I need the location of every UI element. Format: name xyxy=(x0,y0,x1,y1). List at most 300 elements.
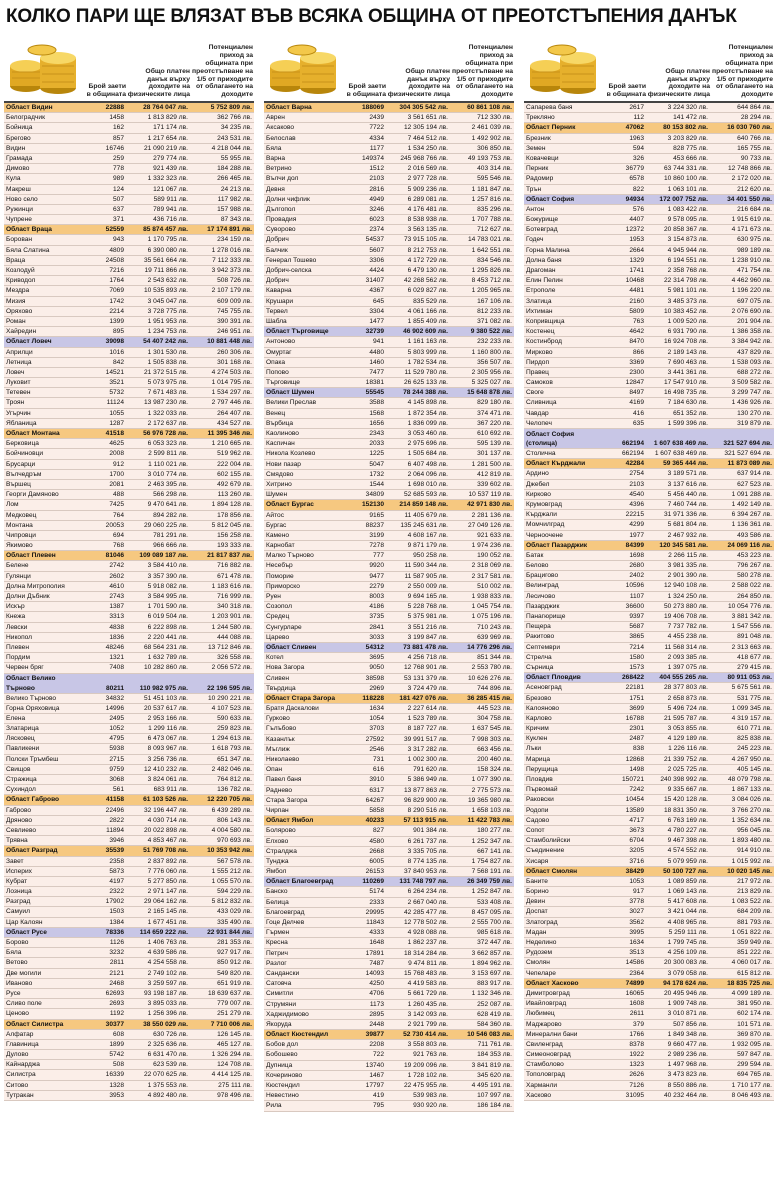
row-name: Малко Търново xyxy=(266,552,314,560)
row-count: 27592 xyxy=(365,735,384,743)
row-tax: 6 390 080 лв. xyxy=(147,246,188,254)
table-row xyxy=(524,215,774,225)
table-row xyxy=(4,1009,254,1019)
table-row xyxy=(524,999,774,1009)
row-tax: 4 853 467 лв. xyxy=(147,837,188,845)
row-count: 18381 xyxy=(365,379,384,387)
row-income: 1 867 133 лв. xyxy=(731,786,772,794)
row-count: 4481 xyxy=(629,287,644,295)
row-count: 4197 xyxy=(109,877,124,885)
row-income: 4 267 950 лв. xyxy=(731,755,772,763)
row-count: 17797 xyxy=(365,1082,384,1089)
row-count: 7477 xyxy=(369,368,384,376)
row-count: 4169 xyxy=(629,399,644,407)
row-name: Елхово xyxy=(266,837,289,845)
row-name: Самуил xyxy=(6,908,30,916)
row-tax: 38 550 029 лв. xyxy=(143,1020,188,1028)
row-count: 2742 xyxy=(109,562,124,570)
row-count: 917 xyxy=(632,888,644,896)
row-tax: 110 982 975 лв. xyxy=(139,684,188,692)
row-count: 1573 xyxy=(629,663,644,671)
row-name: Варна xyxy=(266,154,286,162)
row-tax: 13 987 230 лв. xyxy=(143,399,188,407)
row-tax: 40 232 464 лв. xyxy=(663,1091,708,1099)
row-count: 9759 xyxy=(109,765,124,773)
row-income: 321 527 694 лв. xyxy=(724,450,772,457)
row-name: Русе xyxy=(6,989,21,997)
row-income: 1 436 926 лв. xyxy=(731,399,772,407)
row-income: 2 775 573 лв. xyxy=(471,786,512,794)
row-name: Троян xyxy=(6,399,25,407)
row-count: 38598 xyxy=(365,674,384,682)
row-count: 7126 xyxy=(629,1081,644,1089)
table-row xyxy=(4,276,254,286)
row-name: Нови пазар xyxy=(266,460,301,468)
row-name: Искър xyxy=(6,603,25,611)
row-count: 13740 xyxy=(365,1061,384,1069)
row-count: 1225 xyxy=(369,450,384,458)
row-income: 306 850 лв. xyxy=(477,144,512,152)
row-count: 41518 xyxy=(105,430,124,437)
table-row xyxy=(264,144,514,154)
row-tax: 1 701 590 лв. xyxy=(147,603,188,611)
row-income: 7 710 006 лв. xyxy=(210,1020,252,1028)
row-tax: 3 584 410 лв. xyxy=(147,562,188,570)
row-income: 1 938 833 лв. xyxy=(471,593,512,600)
row-income: 156 258 лв. xyxy=(217,531,252,539)
row-income: 433 029 лв. xyxy=(217,908,252,916)
row-name: Област Враца xyxy=(6,226,52,234)
row-name: Генерал Тошево xyxy=(266,256,317,264)
row-name: Област Смолян xyxy=(526,867,578,875)
row-name: Харманли xyxy=(526,1081,558,1089)
row-count: 379 xyxy=(632,1020,644,1028)
row-name: Област Шумен xyxy=(266,389,315,397)
row-tax: 93 198 187 лв. xyxy=(143,989,188,997)
row-income: 381 950 лв. xyxy=(737,1000,772,1008)
oblast-row xyxy=(4,551,254,561)
table-row xyxy=(264,887,514,897)
table-row xyxy=(524,1091,774,1101)
row-name: Стражица xyxy=(6,776,37,783)
row-count: 3865 xyxy=(629,633,644,641)
table-row xyxy=(524,205,774,215)
table-row xyxy=(264,572,514,582)
row-tax: 6 763 169 лв. xyxy=(667,816,708,824)
row-name: Медковец xyxy=(6,511,37,519)
row-income: 1 707 788 лв. xyxy=(471,216,512,224)
table-row xyxy=(264,735,514,745)
row-income: 15 648 878 лв. xyxy=(467,389,512,397)
row-name: Област Монтана xyxy=(6,430,60,437)
table-row xyxy=(4,765,254,775)
row-tax: 1 855 409 лв. xyxy=(407,317,448,325)
table-row xyxy=(4,449,254,459)
row-income: 90 733 лв. xyxy=(740,154,772,162)
row-count: 22181 xyxy=(625,684,644,692)
row-name: Тервел xyxy=(266,307,288,315)
table-row xyxy=(264,429,514,439)
row-income: 2 313 663 лв. xyxy=(731,643,772,651)
row-count: 943 xyxy=(112,236,124,244)
row-count: 32739 xyxy=(365,328,384,336)
row-name: Дупница xyxy=(266,1061,293,1069)
row-income: 234 159 лв. xyxy=(217,236,252,244)
oblast-row xyxy=(264,388,514,398)
row-tax: 5 073 975 лв. xyxy=(147,379,188,387)
row-count: 2448 xyxy=(369,1020,384,1028)
table-row xyxy=(264,1000,514,1010)
row-name: Рудозем xyxy=(526,949,553,957)
row-tax: 3 441 361 лв. xyxy=(667,368,708,376)
row-name: Кресна xyxy=(266,939,288,947)
row-tax: 57 113 915 лв. xyxy=(403,817,448,825)
row-name: Полски Тръмбеш xyxy=(6,755,59,763)
row-income: 113 260 лв. xyxy=(217,491,252,499)
table-row xyxy=(264,256,514,266)
row-name: Пазарджик xyxy=(526,602,560,610)
row-name: Пловдив xyxy=(526,776,553,783)
row-count: 912 xyxy=(112,460,124,468)
row-name: Пещера xyxy=(526,623,551,631)
table-column-1 xyxy=(4,32,254,1196)
row-tax: 1 069 143 лв. xyxy=(667,888,708,896)
row-count: 12868 xyxy=(625,755,644,763)
row-name: Луковит xyxy=(6,379,31,387)
row-count: 763 xyxy=(632,317,644,325)
row-count: 5858 xyxy=(369,806,384,814)
row-name: Елена xyxy=(6,714,26,722)
row-income: 812 233 лв. xyxy=(477,307,512,315)
table-row xyxy=(264,511,514,521)
row-count: 4367 xyxy=(369,287,384,295)
row-count: 3369 xyxy=(629,358,644,366)
table-row xyxy=(524,602,774,612)
row-name: Тунджа xyxy=(266,857,289,865)
row-income: 2 317 581 лв. xyxy=(471,572,512,580)
row-income: 17 174 891 лв. xyxy=(207,226,252,234)
row-tax: 52 685 593 лв. xyxy=(403,491,448,499)
row-income: 42 971 830 лв. xyxy=(467,501,512,509)
row-name: Стамболийски xyxy=(526,837,571,845)
row-name: Ихтиман xyxy=(526,307,553,315)
row-income: 252 087 лв. xyxy=(477,1000,512,1008)
table-row xyxy=(264,368,514,378)
row-income: 825 838 лв. xyxy=(737,735,772,743)
row-count: 4642 xyxy=(629,328,644,336)
table-row xyxy=(264,714,514,724)
table-row xyxy=(524,694,774,704)
row-count: 40233 xyxy=(365,817,384,825)
row-count: 2279 xyxy=(369,582,384,590)
table-row xyxy=(264,724,514,734)
row-count: 662194 xyxy=(621,450,644,457)
row-tax: 52 730 414 лв. xyxy=(403,1031,448,1039)
row-name: Борино xyxy=(526,888,549,896)
row-income: 1 538 093 лв. xyxy=(731,358,772,366)
row-count: 2374 xyxy=(369,226,384,234)
row-income: 126 145 лв. xyxy=(217,1030,252,1038)
row-tax: 11 587 905 лв. xyxy=(404,572,448,580)
row-tax: 3 317 282 лв. xyxy=(407,745,448,753)
row-tax: 453 666 лв. xyxy=(673,154,708,162)
row-tax: 4 419 583 лв. xyxy=(407,980,448,988)
row-income: 16 030 760 лв. xyxy=(727,124,772,132)
row-tax: 121 067 лв. xyxy=(153,185,188,193)
row-tax: 2 064 096 лв. xyxy=(407,470,448,478)
row-count: 14521 xyxy=(105,368,124,376)
row-name: Горна Оряховица xyxy=(6,704,60,712)
row-name: Разград xyxy=(6,898,31,906)
table-row xyxy=(524,388,774,398)
row-name: Главиница xyxy=(6,1040,39,1048)
row-tax: 2 550 009 лв. xyxy=(407,582,448,590)
row-name: Невестино xyxy=(266,1092,299,1100)
row-name: Брезово xyxy=(526,694,552,702)
row-tax: 828 775 лв. xyxy=(673,144,708,152)
row-tax: 2 989 236 лв. xyxy=(667,1051,708,1059)
row-tax: 2 971 147 лв. xyxy=(147,888,188,896)
row-name: Област Хасково xyxy=(526,979,579,987)
row-count: 594 xyxy=(632,144,644,152)
row-count: 14093 xyxy=(365,969,384,977)
row-count: 1192 xyxy=(109,1010,124,1018)
row-name: Лозница xyxy=(6,888,32,896)
table-row xyxy=(524,785,774,795)
row-tax: 4 176 481 лв. xyxy=(407,205,448,213)
row-count: 1055 xyxy=(109,409,124,417)
row-income: 2 553 780 лв. xyxy=(471,664,512,672)
row-income: 1 295 826 лв. xyxy=(471,267,512,274)
table-row xyxy=(4,174,254,184)
row-count: 2546 xyxy=(369,745,384,753)
table-row xyxy=(524,653,774,663)
table-row xyxy=(4,1030,254,1040)
row-tax: 28 764 047 лв. xyxy=(143,104,188,111)
row-income: 2 056 572 лв. xyxy=(211,664,252,672)
row-tax: 3 010 871 лв. xyxy=(667,1010,708,1018)
row-count: 48246 xyxy=(105,643,124,651)
table-row xyxy=(4,989,254,999)
table-row xyxy=(264,215,514,225)
table-row xyxy=(524,500,774,510)
row-name: Червен бряг xyxy=(6,664,44,672)
row-income: 6 394 267 лв. xyxy=(731,511,772,519)
row-income: 1 181 847 лв. xyxy=(471,185,512,193)
row-income: 914 910 лв. xyxy=(737,847,772,855)
table-row xyxy=(524,857,774,867)
row-tax: 1 782 534 лв. xyxy=(407,358,448,366)
row-count: 2301 xyxy=(629,725,644,733)
row-count: 2969 xyxy=(369,684,384,692)
table-row xyxy=(264,246,514,256)
row-income: 301 137 лв. xyxy=(477,450,512,458)
row-count: 54537 xyxy=(365,236,384,244)
row-name: Плевен xyxy=(6,643,29,651)
row-count: 4333 xyxy=(369,929,384,937)
row-income: 493 586 лв. xyxy=(737,531,772,539)
row-tax: 2 921 799 лв. xyxy=(407,1020,448,1028)
table-row xyxy=(4,531,254,541)
row-count: 3588 xyxy=(369,399,384,407)
table-row xyxy=(4,358,254,368)
row-count: 5809 xyxy=(629,307,644,315)
row-income: 11 395 346 лв. xyxy=(207,430,252,437)
row-tax: 85 874 457 лв. xyxy=(143,226,188,234)
row-income: 1 014 795 лв. xyxy=(211,379,252,387)
table-row xyxy=(264,439,514,449)
table-row xyxy=(264,449,514,459)
row-name: Баните xyxy=(526,877,548,885)
row-tax: 3 558 803 лв. xyxy=(407,1041,448,1049)
row-income: 259 823 лв. xyxy=(217,725,252,733)
table-row xyxy=(4,755,254,765)
row-count: 1899 xyxy=(109,1040,124,1048)
row-count: 36600 xyxy=(625,602,644,610)
table-row xyxy=(264,154,514,164)
row-count: 42284 xyxy=(625,460,644,468)
table-row xyxy=(524,918,774,928)
row-tax: 5 909 236 лв. xyxy=(407,185,448,193)
row-count: 1399 xyxy=(109,317,124,325)
row-name: Ценово xyxy=(6,1010,29,1018)
row-name: Ситово xyxy=(6,1081,29,1089)
row-count: 1177 xyxy=(369,144,384,152)
row-count: 608 xyxy=(112,1030,124,1038)
row-tax: 3 045 047 лв. xyxy=(147,297,188,305)
header-income: Потенциален приход за общината при преотстъпване на 1/5 от приходите от облагането на доходите xyxy=(192,44,253,99)
row-income: 5 675 561 лв. xyxy=(731,684,772,692)
row-tax: 29 064 162 лв. xyxy=(143,898,188,906)
row-tax: 22 475 955 лв. xyxy=(403,1082,448,1089)
table-row xyxy=(524,1009,774,1019)
row-count: 3068 xyxy=(109,776,124,783)
table-row xyxy=(264,337,514,347)
row-count: 7425 xyxy=(109,501,124,509)
table-row xyxy=(524,551,774,561)
row-tax: 2 172 637 лв. xyxy=(147,419,188,427)
gold-coins-icon xyxy=(6,36,84,96)
row-income: 779 007 лв. xyxy=(217,1000,252,1008)
table-row xyxy=(264,704,514,714)
row-tax: 1 299 116 лв. xyxy=(148,725,188,733)
row-income: 533 408 лв. xyxy=(477,898,512,906)
table-row xyxy=(264,602,514,612)
row-tax: 3 189 571 лв. xyxy=(667,470,708,478)
row-tax: 1 226 116 лв. xyxy=(668,745,708,753)
row-name: Годеч xyxy=(526,236,544,244)
row-name: Алфатар xyxy=(6,1030,34,1038)
row-income: 927 917 лв. xyxy=(217,949,252,957)
table-row xyxy=(4,602,254,612)
row-income: 1 352 634 лв. xyxy=(731,816,772,824)
row-income: 3 509 582 лв. xyxy=(731,379,772,387)
row-name: Садово xyxy=(526,816,550,824)
row-income: 1 099 345 лв. xyxy=(731,704,772,712)
row-count: 1503 xyxy=(109,908,124,916)
table-row xyxy=(264,949,514,959)
row-tax: 1 849 348 лв. xyxy=(667,1030,708,1038)
row-name: Завет xyxy=(6,857,24,865)
row-income: 602 155 лв. xyxy=(217,470,252,478)
row-tax: 21 372 515 лв. xyxy=(143,368,188,376)
row-name: Област Видин xyxy=(6,104,53,111)
table-row xyxy=(524,948,774,958)
row-tax: 6 222 898 лв. xyxy=(147,623,188,631)
row-count: 2626 xyxy=(629,1071,644,1079)
row-name: Чупрене xyxy=(6,216,32,224)
row-name: Горна Малина xyxy=(526,246,570,254)
oblast-row xyxy=(264,816,514,826)
table-row xyxy=(4,297,254,307)
row-income: 7 998 303 лв. xyxy=(471,735,512,743)
table-row xyxy=(524,154,774,164)
row-count: 1321 xyxy=(109,654,124,662)
row-tax: 1 322 033 лв. xyxy=(147,409,188,417)
row-income: 4 060 017 лв. xyxy=(731,959,772,967)
row-tax: 6 029 827 лв. xyxy=(407,287,448,295)
table-row xyxy=(264,959,514,969)
row-income: 21 817 837 лв. xyxy=(207,552,252,560)
row-tax: 10 383 452 лв. xyxy=(663,307,708,315)
row-count: 4250 xyxy=(369,980,384,988)
table-row xyxy=(264,1101,514,1111)
row-tax: 2 266 115 лв. xyxy=(668,551,708,559)
row-tax: 3 053 855 лв. xyxy=(667,725,708,733)
row-name: Своге xyxy=(526,389,544,397)
row-income: 1 492 902 лв. xyxy=(471,134,512,142)
row-income: 403 314 лв. xyxy=(477,165,512,173)
row-income: 3 153 697 лв. xyxy=(471,969,512,977)
row-tax: 1 234 753 лв. xyxy=(147,328,188,336)
table-row xyxy=(4,836,254,846)
row-income: 5 325 027 лв. xyxy=(471,379,512,387)
row-name: Минерални бани xyxy=(526,1030,578,1038)
table-row xyxy=(264,419,514,429)
row-name: Криводол xyxy=(6,277,36,285)
row-tax: 50 273 880 лв. xyxy=(663,602,708,610)
row-name: Трекляно xyxy=(526,114,555,122)
row-income: 712 627 лв. xyxy=(477,226,512,234)
row-name: Върбица xyxy=(266,419,294,427)
row-count: 722 xyxy=(372,1051,384,1059)
row-tax: 6 194 551 лв. xyxy=(667,256,708,264)
row-income: 9 380 522 лв. xyxy=(470,328,512,336)
row-count: 3778 xyxy=(629,898,644,906)
row-income: 453 223 лв. xyxy=(737,551,772,559)
table-row xyxy=(264,755,514,765)
row-income: 157 988 лв. xyxy=(217,205,252,213)
row-name: Сандански xyxy=(266,969,300,977)
row-income: 10 290 221 лв. xyxy=(207,694,252,702)
table-row xyxy=(524,643,774,653)
row-income: 3 299 747 лв. xyxy=(731,389,772,397)
table-row xyxy=(524,235,774,245)
row-tax: 1 301 530 лв. xyxy=(147,348,188,356)
table-row xyxy=(524,938,774,948)
row-tax: 6 289 081 лв. xyxy=(407,195,448,203)
row-name: Ружинци xyxy=(6,205,33,213)
row-name: Област София xyxy=(526,195,575,203)
row-income: 4 099 189 лв. xyxy=(731,989,772,997)
row-name: Област Плевен xyxy=(6,552,56,560)
row-tax: 2 227 614 лв. xyxy=(407,705,448,713)
row-name: Вълчедръм xyxy=(6,470,42,478)
row-count: 4424 xyxy=(369,267,384,274)
table-row xyxy=(4,633,254,643)
row-income: 321 527 694 лв. xyxy=(723,440,772,447)
row-name: Мизия xyxy=(6,297,26,305)
